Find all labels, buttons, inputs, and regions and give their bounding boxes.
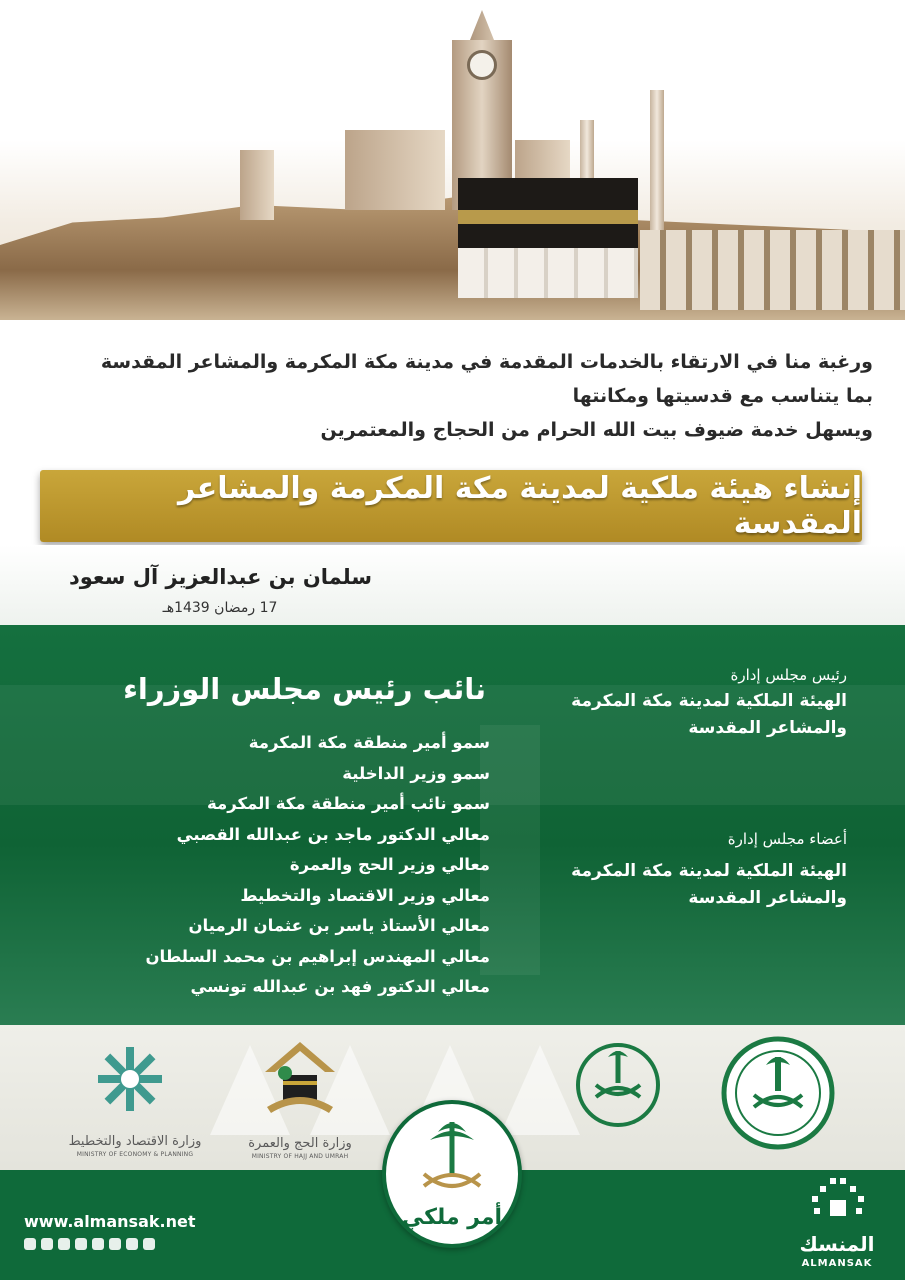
building (240, 150, 274, 220)
signature-name: سلمان بن عبدالعزيز آل سعود (68, 565, 372, 589)
almansak-logo-icon (800, 1176, 876, 1234)
whatsapp-icon[interactable] (109, 1238, 121, 1250)
signature-date: 17 رمضان 1439هـ (162, 600, 278, 616)
clock-icon (467, 50, 497, 80)
members-list (100, 728, 490, 1003)
hero-image (0, 0, 905, 320)
list-item: معالي وزير الاقتصاد والتخطيط (240, 885, 490, 905)
hajj-ministry-name-en: MINISTRY OF HAJJ AND UMRAH (251, 1153, 349, 1160)
kaaba-cloth (458, 248, 638, 298)
list-item: سمو وزير الداخلية (342, 763, 490, 783)
banner-title: إنشاء هيئة ملكية لمدينة مكة المكرمة والمشاعر المقدسة (178, 471, 862, 541)
list-item: معالي الدكتور ماجد بن عبدالله القصبي (176, 824, 490, 844)
vice-president-title: نائب رئيس مجلس الوزراء (123, 672, 486, 706)
economy-ministry-name: وزارة الاقتصاد والتخطيط (68, 1134, 202, 1149)
building (345, 130, 445, 210)
google-plus-icon[interactable] (126, 1238, 138, 1250)
chairman-body-line: والمشاعر المقدسة (688, 718, 847, 738)
chairman-heading: رئيس مجلس إدارة (730, 666, 847, 684)
list-item: معالي الأستاذ ياسر بن عثمان الرميان (188, 916, 490, 935)
hajj-ministry-name: وزارة الحج والعمرة (248, 1136, 352, 1151)
makkah-emirate-logo-icon (568, 1035, 668, 1135)
decree-text (13, 345, 873, 447)
youtube-icon[interactable] (58, 1238, 70, 1250)
haram-arcade (640, 230, 905, 310)
list-item: معالي المهندس إبراهيم بن محمد السلطان (145, 946, 490, 966)
brand-name-en: ALMANSAK (801, 1258, 873, 1269)
brand-name: المنسك (799, 1232, 875, 1256)
instagram-icon[interactable] (24, 1238, 36, 1250)
royal-order-label: أمر ملكي (401, 1205, 503, 1230)
hajj-ministry-logo-icon (255, 1037, 345, 1127)
list-item: معالي الدكتور فهد بن عبدالله تونسي (190, 977, 490, 996)
list-item: معالي وزير الحج والعمرة (289, 855, 490, 874)
snapchat-icon[interactable] (92, 1238, 104, 1250)
chairman-body-line: الهيئة الملكية لمدينة مكة المكرمة (571, 691, 847, 711)
social-icons (24, 1238, 155, 1250)
palm-swords-emblem-icon (416, 1112, 488, 1208)
decree-line: ورغبة منا في الارتقاء بالخدمات المقدمة في مدينة مكة المكرمة والمشاعر المقدسة (100, 351, 873, 373)
board-members-panel (517, 826, 847, 912)
economy-ministry-name-en: MINISTRY OF ECONOMY & PLANNING (76, 1151, 194, 1158)
minaret (650, 90, 664, 230)
facebook-icon[interactable] (41, 1238, 53, 1250)
board-members-body-line: والمشاعر المقدسة (688, 888, 847, 908)
list-item: سمو نائب أمير منطقة مكة المكرمة (207, 794, 490, 813)
interior-ministry-logo-icon (718, 1033, 838, 1153)
chairman-panel (517, 662, 847, 742)
twitter-icon[interactable] (75, 1238, 87, 1250)
website-link[interactable]: www.almansak.net (24, 1212, 196, 1231)
kaaba-band (458, 210, 638, 224)
economy-ministry-logo-icon (90, 1039, 170, 1119)
list-item: سمو أمير منطقة مكة المكرمة (248, 733, 490, 752)
decree-line: ويسهل خدمة ضيوف بيت الله الحرام من الحجاج والمعتمرين (320, 419, 873, 441)
decree-line: بما يتناسب مع قدسيتها ومكانتها (572, 385, 873, 407)
board-members-heading: أعضاء مجلس إدارة (727, 830, 847, 848)
linkedin-icon[interactable] (143, 1238, 155, 1250)
board-members-body-line: الهيئة الملكية لمدينة مكة المكرمة (571, 861, 847, 881)
decree-banner (40, 470, 862, 542)
